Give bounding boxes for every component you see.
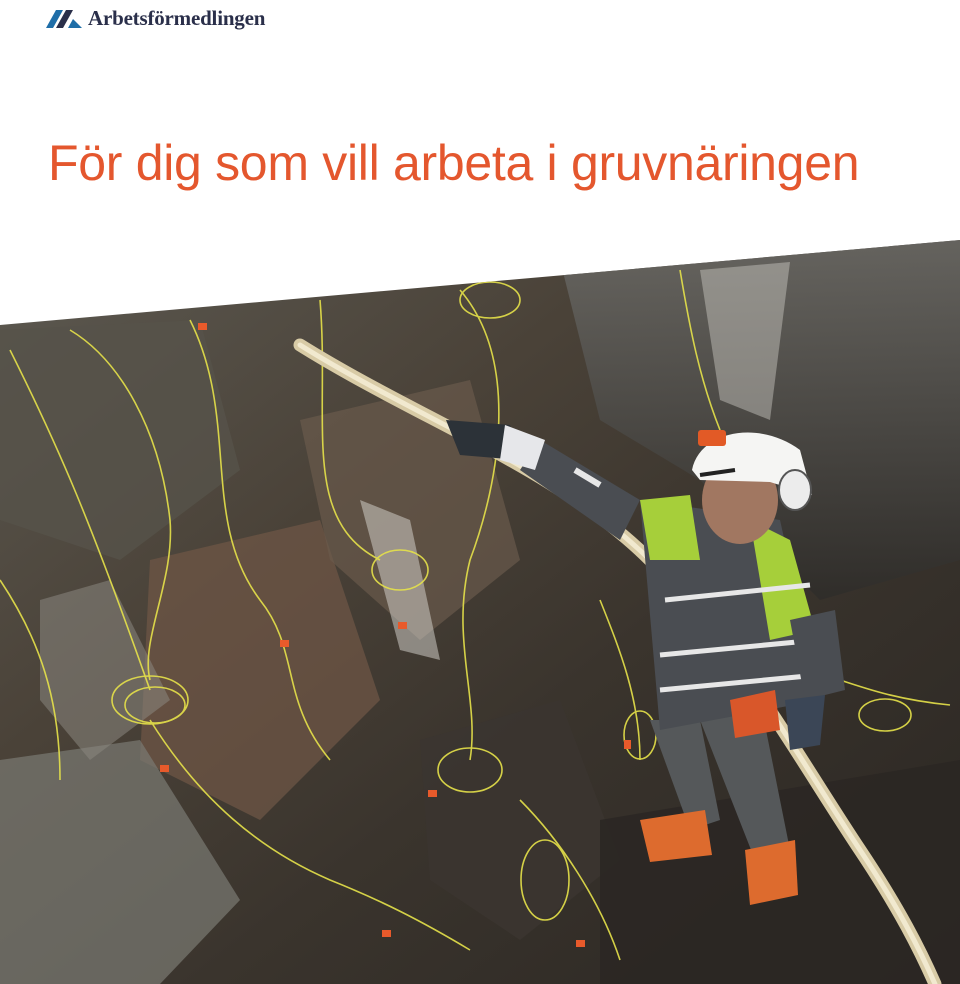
cover-title: För dig som vill arbeta i gruvnäringen <box>48 135 860 191</box>
brand-name: Arbetsförmedlingen <box>88 5 266 30</box>
